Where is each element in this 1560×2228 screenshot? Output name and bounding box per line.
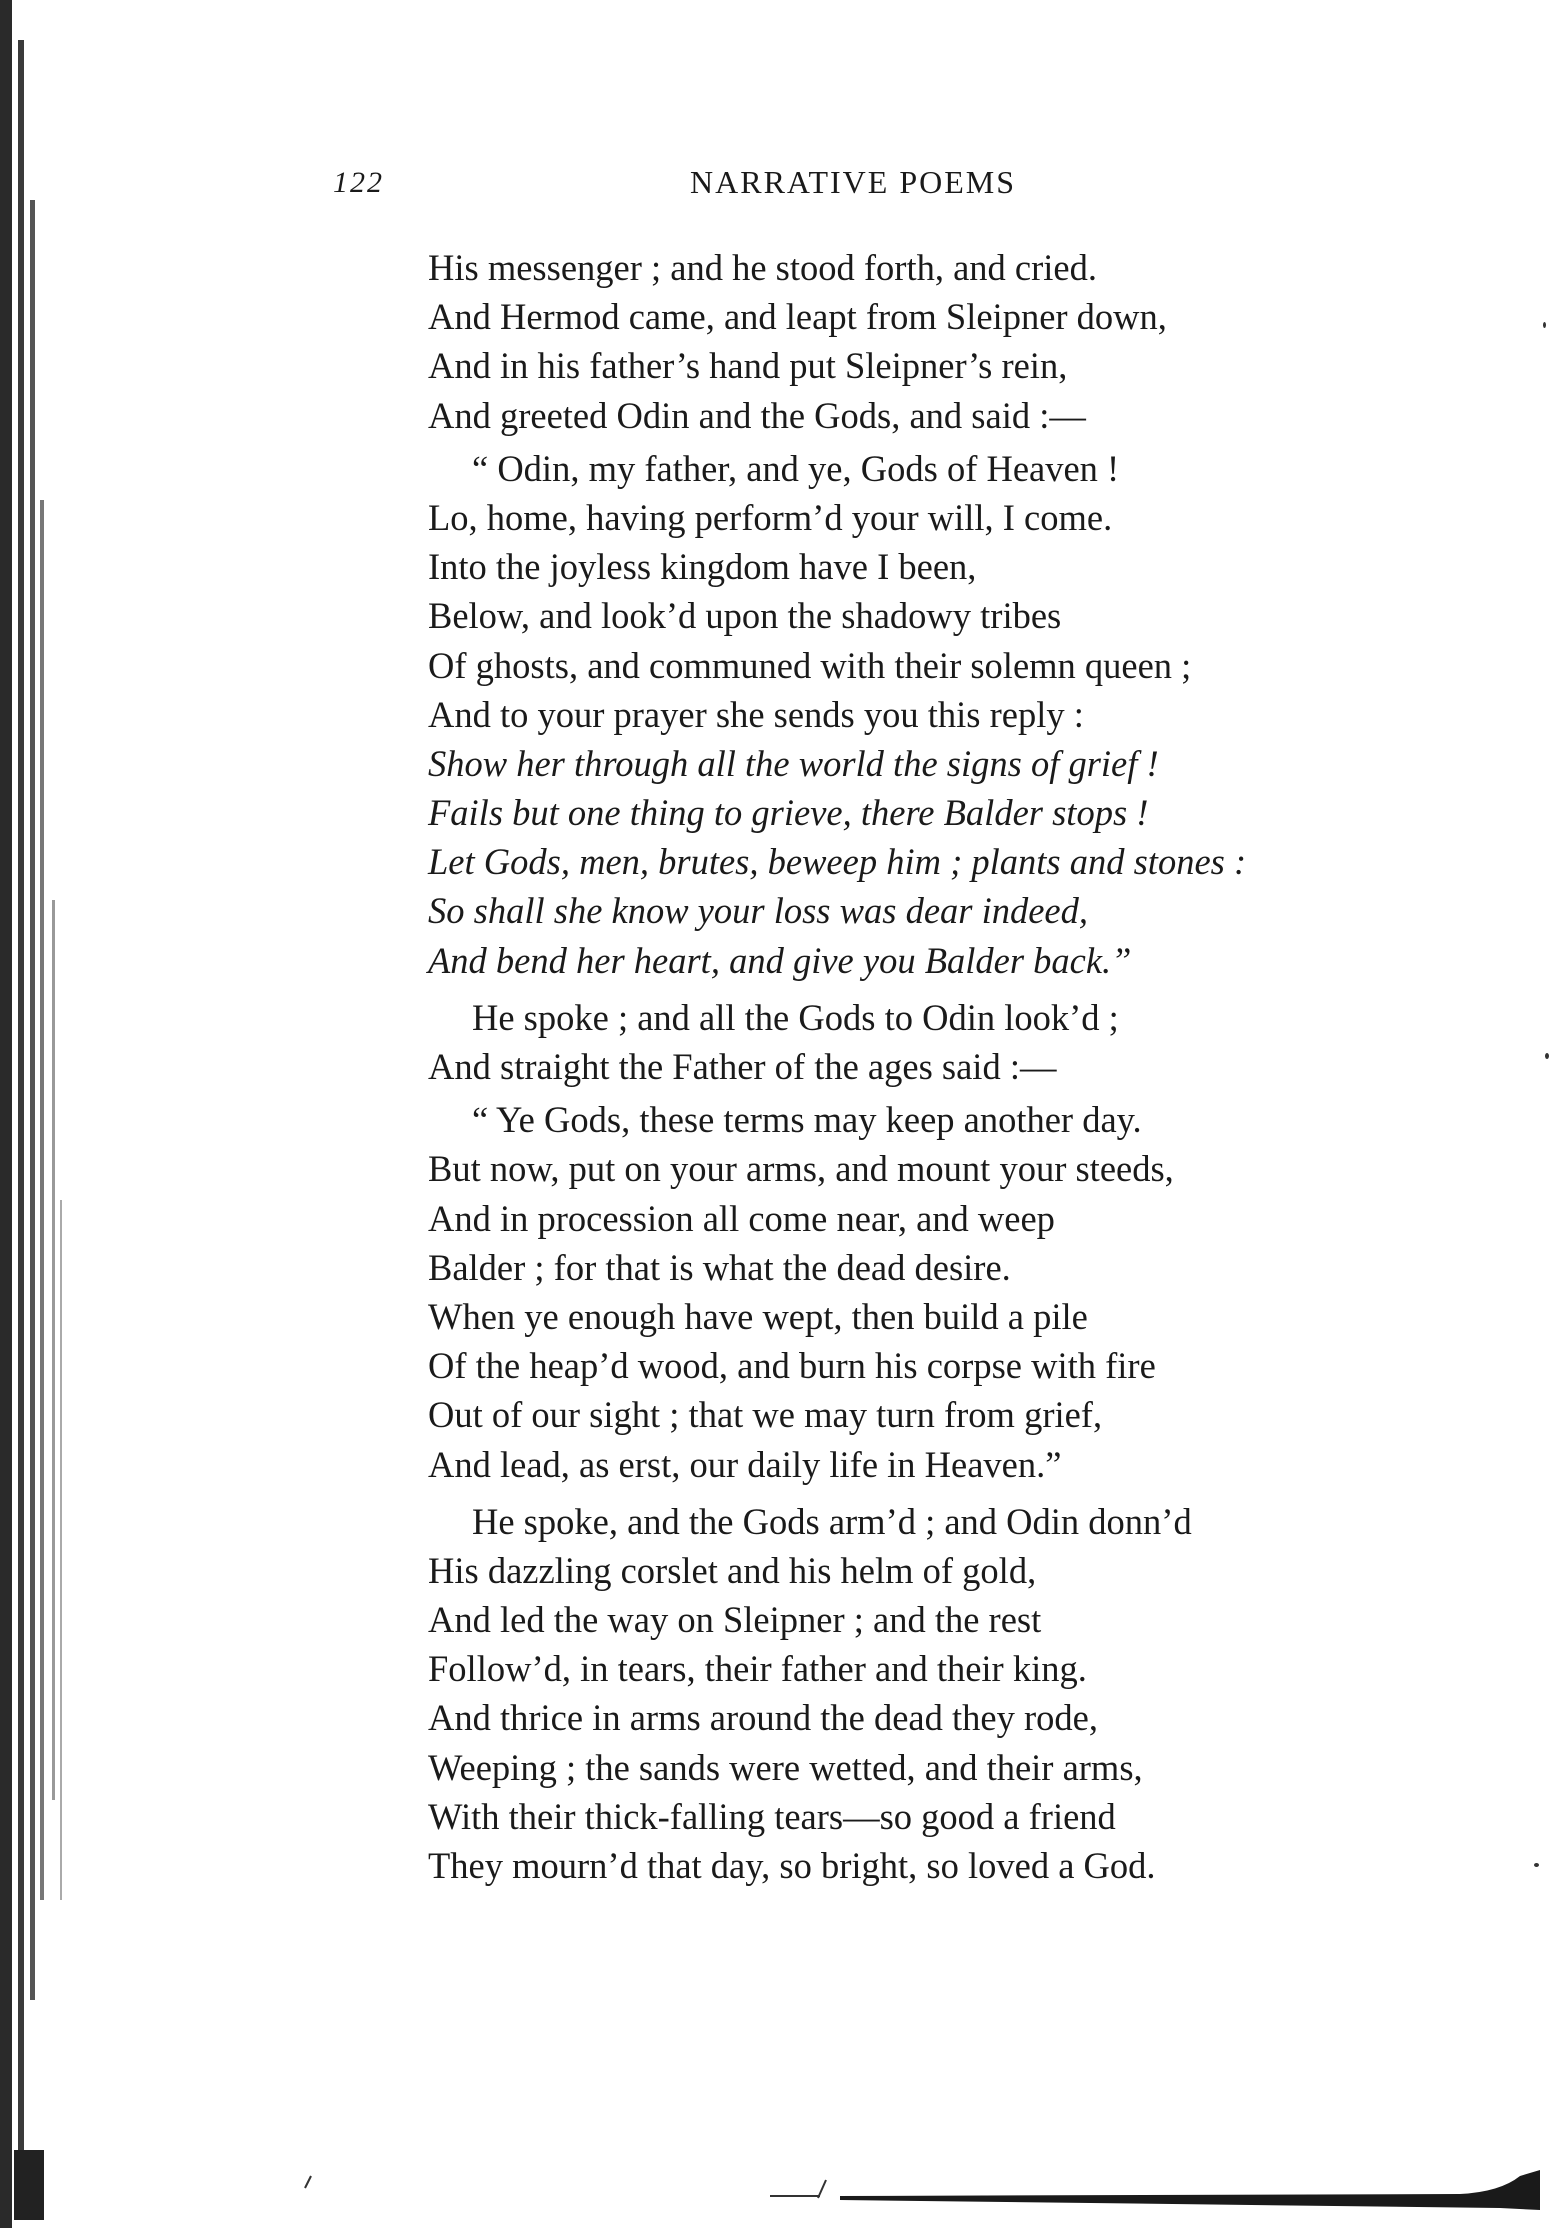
poem-line: And straight the Father of the ages said :— [428, 1046, 1057, 1087]
poem-line: Follow’d, in tears, their father and their king. [428, 1648, 1087, 1690]
scan-speck [1534, 1863, 1539, 1867]
poem-line: Balder ; for that is what the dead desire. [428, 1246, 1011, 1288]
poem-line: “ Ye Gods, these terms may keep another day. [472, 1099, 1142, 1141]
poem-line: Fails but one thing to grieve, there Balder stops ! [428, 792, 1149, 834]
poem-line: His messenger ; and he stood forth, and cried. [428, 247, 1097, 288]
poem-line: And bend her heart, and give you Balder back.” [428, 939, 1132, 981]
poem-line: With their thick-falling tears—so good a friend [428, 1795, 1116, 1837]
poem-line: Of the heap’d wood, and burn his corpse with fire [428, 1345, 1156, 1387]
poem-line: Let Gods, men, brutes, beweep him ; plants and stones : [428, 841, 1247, 883]
poem-line: And to your prayer she sends you this reply : [428, 693, 1084, 735]
poem-line: And lead, as erst, our daily life in Heaven.” [428, 1443, 1062, 1485]
poem-line: And in his father’s hand put Sleipner’s rein, [428, 345, 1068, 387]
scan-speck [1545, 1053, 1549, 1059]
poem-line: Of ghosts, and communed with their solemn queen ; [428, 644, 1192, 686]
poem-line: And Hermod came, and leapt from Sleipner down, [428, 296, 1167, 338]
running-head: NARRATIVE POEMS [690, 164, 1017, 200]
poem-line: And greeted Odin and the Gods, and said :— [428, 394, 1086, 436]
poem-line: They mourn’d that day, so bright, so loved a God. [428, 1845, 1156, 1886]
poem-line: Out of our sight ; that we may turn from grief, [428, 1394, 1103, 1436]
poem-line: Below, and look’d upon the shadowy tribes [428, 595, 1062, 637]
poem-line: When ye enough have wept, then build a pile [428, 1295, 1088, 1337]
poem-text [428, 243, 1388, 1890]
poem-line: But now, put on your arms, and mount your steeds, [428, 1148, 1174, 1190]
poem-line: And led the way on Sleipner ; and the rest [428, 1599, 1042, 1641]
poem-line: He spoke ; and all the Gods to Odin look’d ; [472, 996, 1119, 1038]
poem-line: Lo, home, having perform’d your will, I come. [428, 496, 1113, 538]
poem-line: He spoke, and the Gods arm’d ; and Odin donn’d [472, 1500, 1192, 1542]
page-number: 122 [333, 166, 384, 199]
poem-line: His dazzling corslet and his helm of gold, [428, 1549, 1037, 1591]
scan-speck [1543, 322, 1546, 328]
poem-line: “ Odin, my father, and ye, Gods of Heaven ! [472, 447, 1120, 489]
poem-line: And in procession all come near, and weep [428, 1197, 1055, 1239]
poem-line: And thrice in arms around the dead they rode, [428, 1697, 1098, 1739]
poem-line: Into the joyless kingdom have I been, [428, 546, 977, 588]
printers-rule [0, 2120, 1560, 2220]
binding-edge [0, 0, 80, 2228]
poem-line: Weeping ; the sands were wetted, and their arms, [428, 1746, 1143, 1788]
poem-line: Show her through all the world the signs of grief ! [428, 742, 1159, 784]
poem-line: So shall she know your loss was dear indeed, [428, 890, 1089, 932]
